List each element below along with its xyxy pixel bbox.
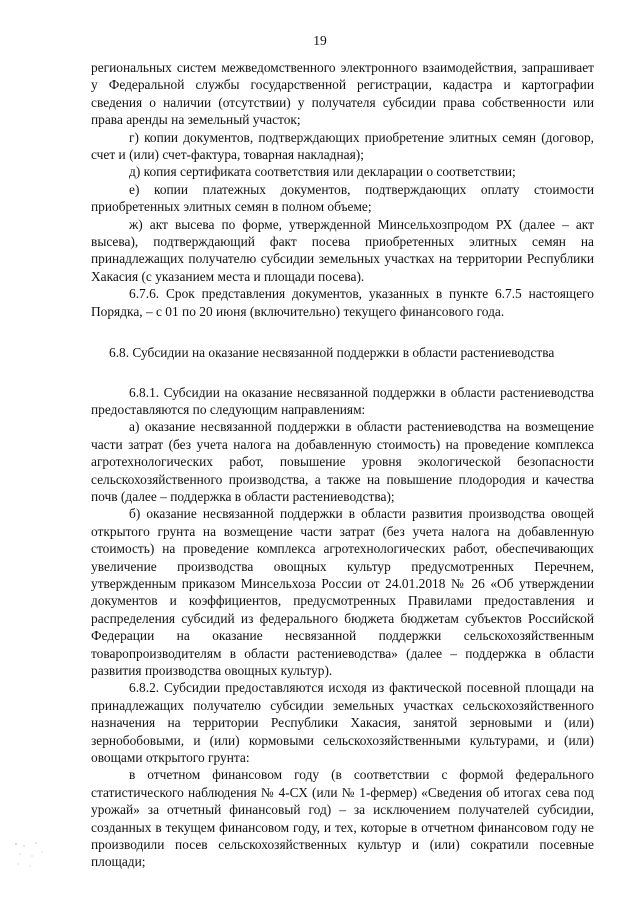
paragraph-item-g: г) копии документов, подтверждающих приобретение элитных семян (договор, счет и (или) счет-фактура, товарная накладная); [91,129,594,163]
paragraph-item-e: е) копии платежных документов, подтверждающих оплату стоимости приобретенных элитных семян в полном объеме; [91,181,594,215]
paragraph-reporting-year: в отчетном финансовом году (в соответствии с формой федерального статистического наблюдения № 4-СХ (или № 1-фермер) «Сведения об итогах сева под урожай» за отчетный финансовый год) – за исключением получателей субсидии, созданных в текущем финансовом году, и тех, которые в отчетном финансовом году не производили посев сельскохозяйственных культур и (или) сократили посевные площади; [91,767,594,870]
paragraph-6-8-2: 6.8.2. Субсидии предоставляются исходя из фактической посевной площади на принадлежащих получателю субсидии земельных участках сельскохозяйственного назначения на территории Республики Хакасия, занятой зерновыми и (или) зернобобовыми, и (или) кормовыми сельскохозяйственными культурами, и (или) овощами открытого грунта: [91,680,594,766]
scan-artifact-marks [12,840,52,870]
paragraph-item-b: б) оказание несвязанной поддержки в области развития производства овощей открытого грунта на возмещение части затрат (без учета налога на добавленную стоимость) на проведение комплекса агротехнологических работ, обеспечивающих увеличение производства овощных культур предусмотренных Перечнем, утвержденным приказом Минсельхоза России от 24.01.2018 № 26 «Об утверждении документов и коэффициентов, предусмотренных Правилами предоставления и распределения субсидий из федерального бюджета бюджетам субъектов Российской Федерации на оказание несвязанной поддержки сельскохозяйственным товаропроизводителям в области растениеводства» (далее – поддержка в области развития производства овощных культур). [91,506,594,678]
paragraph-item-d: д) копия сертификата соответствия или декларации о соответствии; [129,164,516,180]
section-heading-6-8: 6.8. Субсидии на оказание несвязанной поддержки в области растениеводства [109,345,555,361]
paragraph-6-8-1: 6.8.1. Субсидии на оказание несвязанной поддержки в области растениеводства предоставляются по следующим направлениям: [91,384,594,417]
paragraph-6-7-6: 6.7.6. Срок представления документов, указанных в пункте 6.7.5 настоящего Порядка, – с 01 по 20 июня (включительно) текущего финансового года. [91,286,594,319]
document-body [91,59,594,871]
paragraph-item-zh: ж) акт высева по форме, утвержденной Минсельхозпродом РХ (далее – акт высева), подтверждающий факт посева приобретенных элитных семян на принадлежащих получателю субсидии земельных участках на территории Республики Хакасия (с указанием места и площади посева). [91,216,594,284]
paragraph-continuation: региональных систем межведомственного электронного взаимодействия, запрашивает у Федеральной службы государственной регистрации, кадастра и картографии сведения о наличии (отсутствии) у получателя субсидии права собственности или права аренды на земельный участок; [91,60,594,128]
page-number: 19 [313,33,327,48]
paragraph-item-a: а) оказание несвязанной поддержки в области растениеводства на возмещение части затрат (без учета налога на добавленную стоимость) на проведение комплекса агротехнологических работ, повышение уровня экологической безопасности сельскохозяйственного производства, а также на повышение плодородия и качества почв (далее – поддержка в области растениеводства); [91,419,594,504]
